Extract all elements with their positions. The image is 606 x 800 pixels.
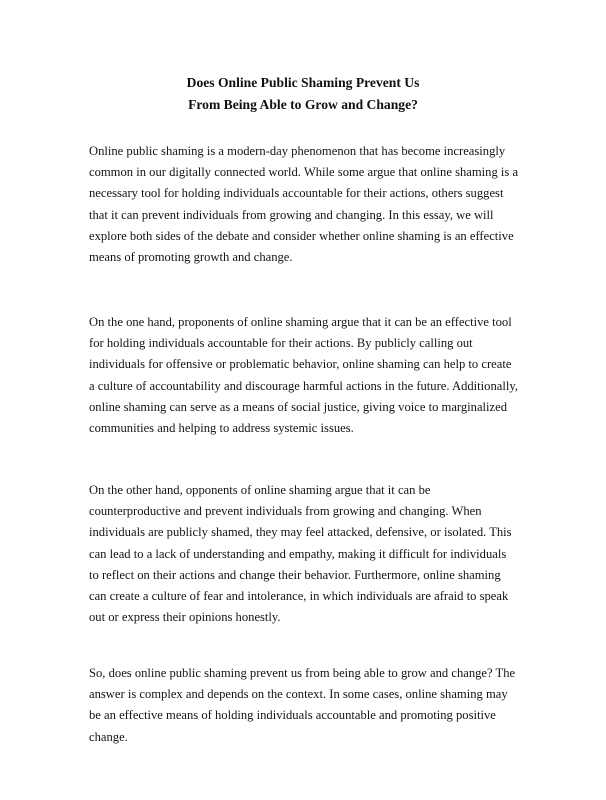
paragraph-opponents: On the other hand, opponents of online shaming argue that it can be counterproductive and prevent individuals from growing and changing. When individuals are publicly shamed, they may feel attacked, defensive, or isolated. This can lead to a lack of understanding and empathy, making it difficult for individuals to reflect on their actions and change their behavior. Furthermore, online shaming can create a culture of fear and intolerance, in which individuals are afraid to speak out or express their opinions honestly. [89, 483, 512, 625]
paragraph-proponents: On the one hand, proponents of online shaming argue that it can be an effective tool for holding individuals accountable for their actions. By publicly calling out individuals for offensive or problematic behavior, online shaming can help to create a culture of accountability and discourage harmful actions in the future. Additionally, online shaming can serve as a means of social justice, giving voice to marginalized communities and helping to address systemic issues. [89, 315, 518, 436]
title-line-1: Does Online Public Shaming Prevent Us [186, 75, 420, 90]
document-title [0, 72, 606, 116]
title-line-2: From Being Able to Grow and Change? [188, 97, 418, 112]
paragraph-conclusion: So, does online public shaming prevent us from being able to grow and change? The answer is complex and depends on the context. In some cases, online shaming may be an effective means of holding individuals accountable and promoting positive change. [89, 666, 516, 744]
paragraph-introduction: Online public shaming is a modern-day phenomenon that has become increasingly common in our digitally connected world. While some argue that online shaming is a necessary tool for holding individuals accountable for their actions, others suggest that it can prevent individuals from growing and changing. In this essay, we will explore both sides of the debate and consider whether online shaming is an effective means of promoting growth and change. [89, 144, 519, 265]
